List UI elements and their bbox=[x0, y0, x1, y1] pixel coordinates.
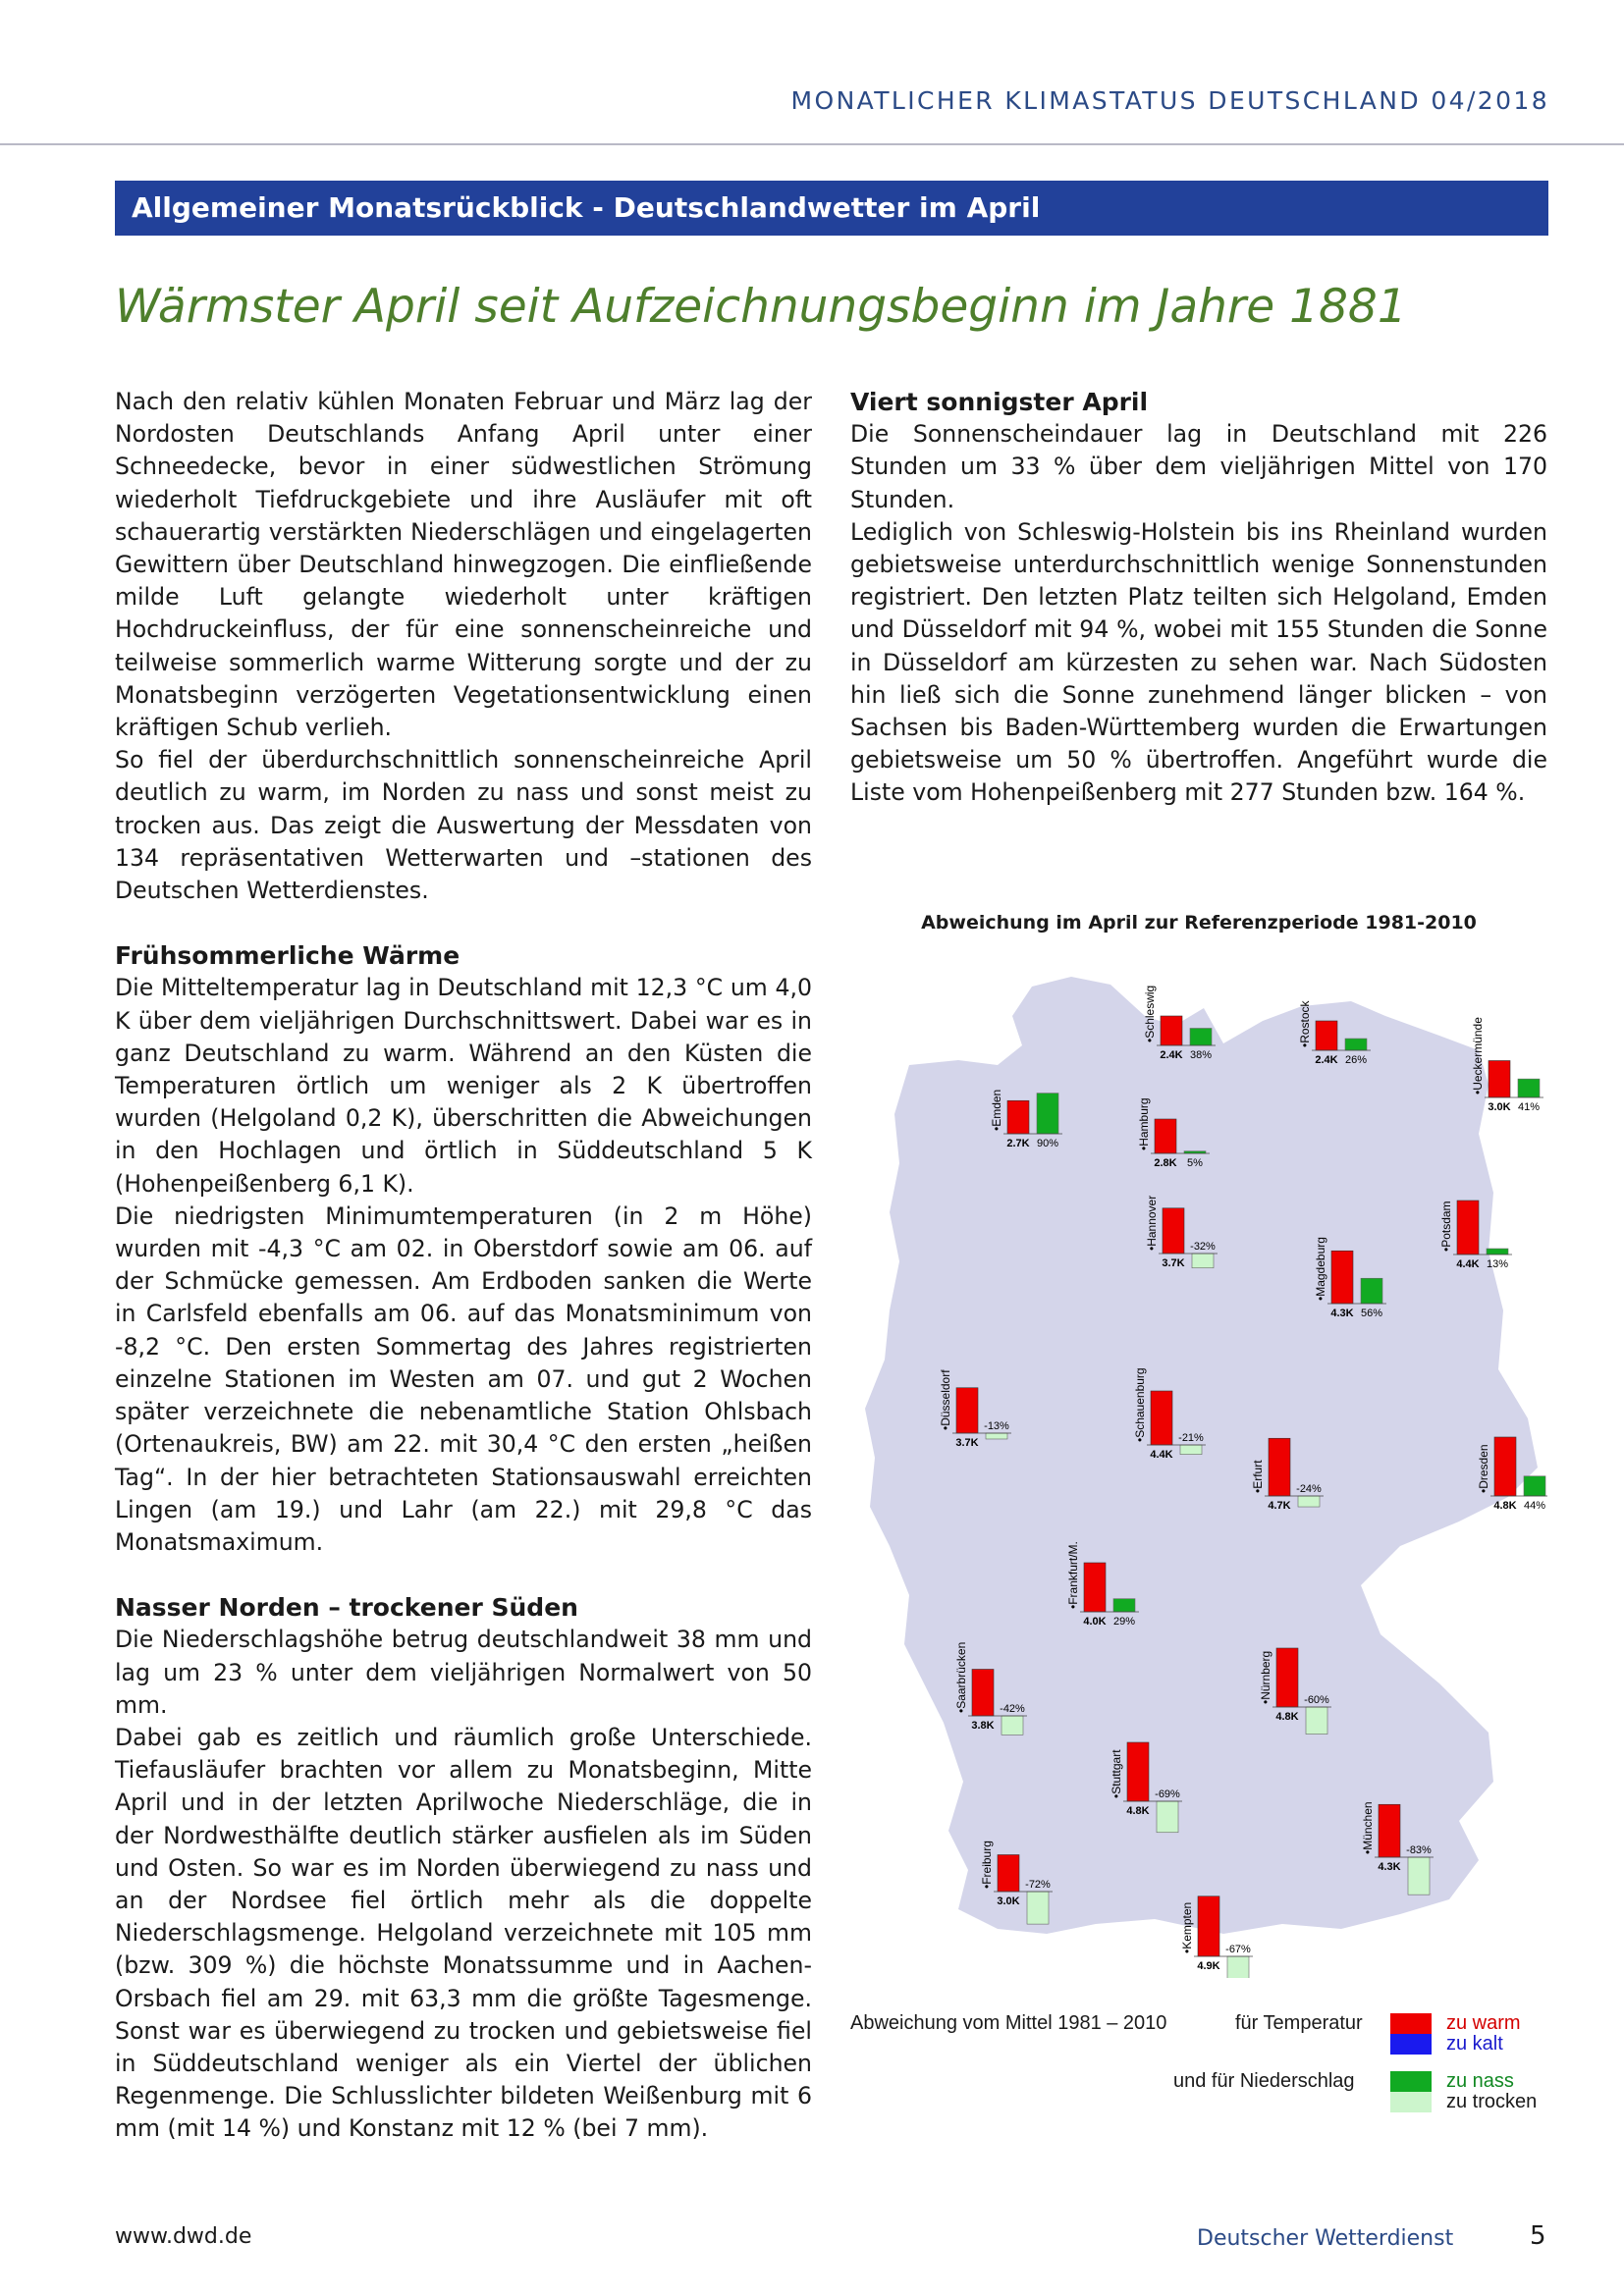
station-name: •Stuttgart bbox=[1110, 1749, 1123, 1798]
station-name: •Düsseldorf bbox=[939, 1369, 952, 1430]
temperature-bar bbox=[1161, 1016, 1182, 1045]
precipitation-bar bbox=[1113, 1599, 1135, 1612]
paragraph: Die Mitteltemperatur lag in Deutschland mit 12,3 °C um 4,0 K über dem vieljährigen Durchschnittswert. Dabei war es in ganz Deutschland zu warm. Während an den Küsten die Temperaturen örtlich um weniger als 2 K übertroffen wurden (Helgoland 0,2 K), überschritten die Abweichungen in den Hochlagen und örtlich in Süddeutschland 5 K (Hohenpeißenberg 6,1 K). bbox=[115, 974, 812, 1198]
temperature-label: 3.7K bbox=[955, 1437, 979, 1449]
temperature-bar bbox=[1163, 1208, 1184, 1254]
temperature-label: 2.4K bbox=[1160, 1049, 1183, 1061]
precipitation-label: -32% bbox=[1190, 1241, 1216, 1253]
section-heading: Viert sonnigster April bbox=[850, 388, 1149, 416]
publication-header: MONATLICHER KLIMASTATUS DEUTSCHLAND 04/2018 bbox=[790, 86, 1549, 115]
precipitation-label: -72% bbox=[1025, 1879, 1051, 1891]
legend-caption: Abweichung vom Mittel 1981 – 2010 bbox=[850, 2012, 1167, 2034]
footer-organization: Deutscher Wetterdienst bbox=[1197, 2226, 1454, 2251]
temperature-label: 4.4K bbox=[1456, 1258, 1480, 1270]
precipitation-bar bbox=[1298, 1496, 1320, 1507]
station-name: •Kempten bbox=[1180, 1901, 1194, 1953]
temperature-bar bbox=[1198, 1896, 1219, 1956]
temperature-bar bbox=[1151, 1391, 1172, 1445]
station-name: •Emden bbox=[990, 1089, 1003, 1131]
legend-cold-swatch bbox=[1390, 2034, 1432, 2055]
legend-dry-swatch bbox=[1390, 2092, 1432, 2112]
station-name: •Freiburg bbox=[980, 1841, 994, 1889]
precipitation-bar bbox=[1227, 1956, 1249, 1978]
temperature-bar bbox=[1276, 1648, 1298, 1707]
temperature-label: 4.8K bbox=[1275, 1711, 1299, 1723]
precipitation-bar bbox=[1027, 1892, 1049, 1924]
temperature-bar bbox=[1084, 1563, 1106, 1612]
temperature-label: 3.7K bbox=[1162, 1257, 1185, 1269]
precipitation-label: 5% bbox=[1187, 1157, 1203, 1169]
temperature-bar bbox=[1007, 1100, 1029, 1134]
station-name: •Nürnberg bbox=[1259, 1650, 1272, 1704]
station-name: •Erfurt bbox=[1251, 1460, 1265, 1493]
temperature-bar bbox=[998, 1855, 1019, 1893]
temperature-label: 3.8K bbox=[971, 1720, 995, 1732]
paragraph: Die Sonnenscheindauer lag in Deutschland mit 226 Stunden um 33 % über dem vieljährigen Mittel von 170 Stunden. bbox=[850, 420, 1547, 513]
precipitation-label: 38% bbox=[1189, 1049, 1213, 1061]
page-headline: Wärmster April seit Aufzeichnungsbeginn im Jahre 1881 bbox=[115, 280, 1407, 334]
temperature-label: 2.8K bbox=[1154, 1157, 1177, 1169]
page-number: 5 bbox=[1530, 2221, 1546, 2251]
legend-precip-label: und für Niederschlag bbox=[1173, 2070, 1355, 2092]
left-column bbox=[115, 386, 812, 2146]
station-name: •Schleswig bbox=[1143, 985, 1157, 1042]
temperature-bar bbox=[1379, 1804, 1400, 1857]
precipitation-bar bbox=[1487, 1249, 1508, 1255]
section-heading: Frühsommerliche Wärme bbox=[115, 941, 460, 971]
germany-outline bbox=[865, 977, 1541, 1934]
temperature-label: 2.4K bbox=[1315, 1054, 1338, 1066]
legend-cold-label: zu kalt bbox=[1446, 2033, 1503, 2055]
precipitation-label: -13% bbox=[984, 1420, 1009, 1432]
precipitation-label: 56% bbox=[1360, 1308, 1383, 1319]
station-name: •Rostock bbox=[1298, 1000, 1312, 1047]
temperature-label: 2.7K bbox=[1006, 1138, 1030, 1149]
precipitation-label: -83% bbox=[1406, 1844, 1432, 1856]
station-name: •Magdeburg bbox=[1314, 1237, 1327, 1301]
precipitation-bar bbox=[986, 1433, 1007, 1439]
temperature-bar bbox=[1494, 1437, 1516, 1496]
temperature-label: 4.9K bbox=[1197, 1960, 1220, 1972]
precipitation-bar bbox=[1190, 1029, 1212, 1045]
station-name: •Potsdam bbox=[1439, 1201, 1453, 1252]
temperature-bar bbox=[1457, 1201, 1479, 1255]
precipitation-label: 26% bbox=[1344, 1054, 1368, 1066]
temperature-bar bbox=[956, 1388, 978, 1433]
legend-wet-swatch bbox=[1390, 2071, 1432, 2092]
station-name: •München bbox=[1361, 1801, 1375, 1854]
paragraph: Die Niederschlagshöhe betrug deutschlandweit 38 mm und lag um 23 % unter dem vieljährigen Normalwert von 50 mm. bbox=[115, 1626, 812, 1719]
temperature-label: 4.8K bbox=[1493, 1500, 1517, 1512]
precipitation-label: -21% bbox=[1178, 1432, 1204, 1444]
station-name: •Hannover bbox=[1145, 1195, 1159, 1251]
precipitation-bar bbox=[1157, 1801, 1178, 1833]
station-name: •Schauenburg bbox=[1133, 1367, 1147, 1442]
temperature-bar bbox=[1331, 1251, 1353, 1304]
precipitation-bar bbox=[1408, 1857, 1430, 1895]
header-divider bbox=[0, 143, 1624, 145]
precipitation-label: -24% bbox=[1296, 1483, 1322, 1495]
legend-warm-label: zu warm bbox=[1446, 2012, 1521, 2034]
precipitation-label: -42% bbox=[1000, 1703, 1025, 1715]
paragraph: Dabei gab es zeitlich und räumlich große Unterschiede. Tiefausläufer brachten vor allem zu Monatsbeginn, Mitte April und in der letzten Aprilwoche Niederschläge, die in der Nordwesthälfte deutlich stärker ausfielen als im Süden und Osten. So war es im Norden überwiegend zu nass und an der Nordsee fiel örtlich mehr als die doppelte Niederschlagsmenge. Helgoland verzeichnete mit 105 mm (bzw. 309 %) die höchste Monatssumme und in Aachen-Orsbach fiel am 29. mit 63,3 mm die größte Tagesmenge. Sonst war es überwiegend zu trocken und gebietsweise fiel in Süddeutschland weniger als ein Viertel der üblichen Regenmenge. Die Schlusslichter bildeten Weißenburg mit 6 mm (mit 14 %) und Konstanz mit 12 % (bei 7 mm). bbox=[115, 1723, 812, 2143]
precipitation-label: -69% bbox=[1155, 1789, 1180, 1800]
precipitation-label: 29% bbox=[1112, 1616, 1136, 1628]
precipitation-bar bbox=[1345, 1039, 1367, 1050]
station-name: •Dresden bbox=[1477, 1444, 1490, 1493]
precipitation-label: -60% bbox=[1304, 1694, 1329, 1706]
station-name: •Frankfurt/M. bbox=[1066, 1541, 1080, 1609]
temperature-label: 4.4K bbox=[1150, 1449, 1173, 1461]
temperature-label: 4.3K bbox=[1330, 1308, 1354, 1319]
legend-warm-swatch bbox=[1390, 2013, 1432, 2034]
precipitation-bar bbox=[1180, 1445, 1202, 1455]
paragraph: Lediglich von Schleswig-Holstein bis ins Rheinland wurden gebietsweise unterdurchschnittlich wenige Sonnenstunden registriert. Den letzten Platz teilten sich Helgoland, Emden und Düsseldorf mit 94 %, wobei mit 155 Stunden die Sonne in Düsseldorf am kürzesten zu sehen war. Nach Südosten hin ließ sich die Sonne zunehmend länger blicken – von Sachsen bis Baden-Württemberg wurden die Erwartungen gebietsweise um 50 % übertroffen. Angeführt wurde die Liste vom Hohenpeißenberg mit 277 Stunden bzw. 164 %. bbox=[850, 517, 1547, 807]
precipitation-label: -67% bbox=[1225, 1944, 1251, 1955]
precipitation-label: 13% bbox=[1486, 1258, 1509, 1270]
right-column bbox=[850, 386, 1547, 810]
temperature-bar bbox=[972, 1670, 994, 1717]
legend-temp-label: für Temperatur bbox=[1235, 2012, 1363, 2034]
temperature-label: 4.7K bbox=[1268, 1500, 1291, 1512]
precipitation-bar bbox=[1037, 1094, 1058, 1134]
map-title: Abweichung im April zur Referenzperiode 1981-2010 bbox=[921, 912, 1477, 934]
section-heading: Nasser Norden – trockener Süden bbox=[115, 1593, 578, 1623]
legend-wet-label: zu nass bbox=[1446, 2070, 1514, 2092]
legend-dry-label: zu trocken bbox=[1446, 2091, 1538, 2112]
temperature-label: 4.0K bbox=[1083, 1616, 1107, 1628]
precipitation-bar bbox=[1306, 1707, 1327, 1735]
paragraph: So fiel der überdurchschnittlich sonnenscheinreiche April deutlich zu warm, im Norden zu nass und sonst meist zu trocken aus. Das zeigt die Auswertung der Messdaten von 134 repräsentativen Wetterwarten und –stationen des Deutschen Wetterdienstes. bbox=[115, 746, 812, 905]
temperature-label: 4.8K bbox=[1126, 1805, 1150, 1817]
precipitation-bar bbox=[1361, 1278, 1382, 1304]
temperature-bar bbox=[1316, 1021, 1337, 1050]
section-band-title: Allgemeiner Monatsrückblick - Deutschlandwetter im April bbox=[115, 181, 1548, 236]
precipitation-bar bbox=[1192, 1254, 1214, 1268]
paragraph: Die niedrigsten Minimumtemperaturen (in 2 m Höhe) wurden mit -4,3 °C am 02. in Oberstdorf sowie am 06. auf der Schmücke gemessen. Am Erdboden sanken die Werte in Carlsfeld ebenfalls am 06. auf das Monatsminimum von -8,2 °C. Den ersten Sommertag des Jahres registrierten einzelne Stationen im Westen am 07. und gut 2 Wochen später verzeichnete die nebenamtliche Station Ohlsbach (Ortenaukreis, BW) am 22. mit 30,4 °C den ersten „heißen Tag“. In der hier betrachteten Stationsauswahl erreichten Lingen (am 19.) und Lahr (am 22.) mit 29,8 °C das Monatsmaximum. bbox=[115, 1201, 812, 1556]
precipitation-label: 41% bbox=[1517, 1101, 1541, 1113]
precipitation-bar bbox=[1524, 1476, 1545, 1496]
temperature-label: 3.0K bbox=[1488, 1101, 1511, 1113]
temperature-bar bbox=[1269, 1438, 1290, 1496]
precipitation-bar bbox=[1001, 1716, 1023, 1735]
temperature-label: 4.3K bbox=[1378, 1861, 1401, 1873]
temperature-bar bbox=[1155, 1119, 1176, 1153]
temperature-bar bbox=[1127, 1742, 1149, 1801]
footer-url[interactable]: www.dwd.de bbox=[115, 2224, 252, 2249]
station-name: •Ueckermünde bbox=[1471, 1017, 1485, 1095]
precipitation-label: 90% bbox=[1036, 1138, 1059, 1149]
station-name: •Saarbrücken bbox=[954, 1641, 968, 1713]
precipitation-label: 44% bbox=[1523, 1500, 1546, 1512]
temperature-bar bbox=[1489, 1061, 1510, 1098]
paragraph: Nach den relativ kühlen Monaten Februar und März lag der Nordosten Deutschlands Anfang April unter einer Schneedecke, bevor in einer südwestlichen Strömung wiederholt Tiefdruckgebiete und ihre Ausläufer mit oft schauerartig verstärkten Niederschlägen und eingelagerten Gewittern über Deutschland hinwegzogen. Die einfließende milde Luft gelangte wiederholt unter kräftigen Hochdruckeinfluss, der für eine sonnenscheinreiche und teilweise sommerlich warme Witterung sorgte und der zu Monatsbeginn verzögerten Vegetationsentwicklung einen kräftigen Schub verlieh. bbox=[115, 388, 812, 742]
temperature-label: 3.0K bbox=[997, 1896, 1020, 1907]
station-map bbox=[850, 957, 1547, 1978]
station-name: •Hamburg bbox=[1137, 1097, 1151, 1150]
precipitation-bar bbox=[1518, 1079, 1540, 1097]
